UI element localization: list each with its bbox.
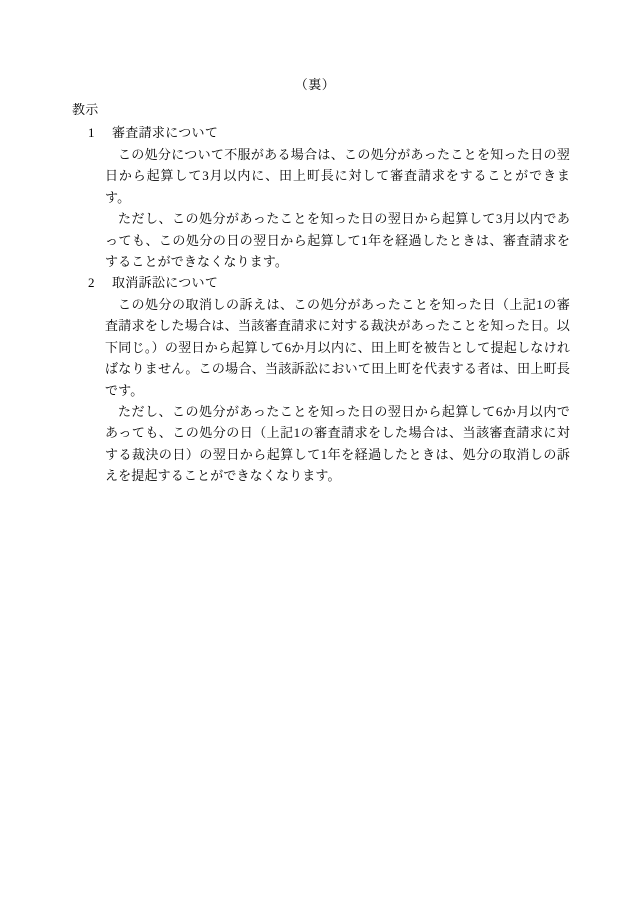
item-paragraph: ただし、この処分があったことを知った日の翌日から起算して3月以内であっても、この処分の日の翌日から起算して1年を経過したときは、審査請求をすることができなくなります。 [105,211,570,269]
list-item [60,272,570,486]
item-paragraph: ただし、この処分があったことを知った日の翌日から起算して6か月以内であっても、この処分の日（上記1の審査請求をした場合は、当該審査請求に対する裁決の日）の翌日から起算して1年を経過したときは、処分の取消しの訴えを提起することができなくなります。 [105,404,570,484]
item-title [60,122,570,143]
item-number: 2 [88,275,95,291]
item-title-text: 取消訴訟について [112,275,219,291]
item-title [60,272,570,293]
item-number: 1 [88,125,95,141]
list-item [60,122,570,272]
page-side-marker: （裏） [294,77,336,92]
item-title-text: 審査請求について [112,125,219,141]
page-title: 教示 [72,102,99,118]
item-paragraph: この処分の取消しの訴えは、この処分があったことを知った日（上記1の審査請求をした場合は、当該審査請求に対する裁決があったことを知った日。以下同じ。）の翌日から起算して6か月以内に、田上町を被告として提起しなければなりません。この場合、当該訴訟において田上町を代表する者は、田上町長です。 [105,296,570,398]
item-paragraph: この処分について不服がある場合は、この処分があったことを知った日の翌日から起算して3月以内に、田上町長に対して審査請求をすることができます。 [105,146,570,205]
